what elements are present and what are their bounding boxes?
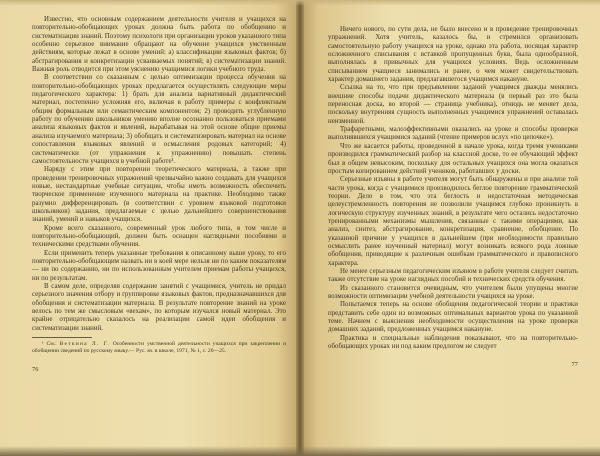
right-page <box>300 0 600 456</box>
footnote-divider <box>32 337 92 338</box>
paragraph: Что же касается работы, проведенной в начале урока, когда тремя учениками производился грамматический разбор на классной доске, то ее обучающий эффект был в общем невысоким, поскольку для остальных учащихся она могла оказаться простым копированием действий учеников, работавших у доски. <box>328 142 578 175</box>
footnote-text: Особенности умственной деятельности учащихся при закреплении и обобщении сведений по русскому языку.— Рус. яз. в школе, 1971, № 1, с. 20—25. <box>32 341 286 354</box>
footnote-author: Веткина Л. Г. <box>59 341 110 348</box>
paragraph: Не менее серьезным педагогическим изъяном в работе учителя следует считать также отсутствие на уроке наглядных пособий и технических средств обучения. <box>328 267 578 284</box>
paragraph: Если применить теперь указанные требования к описанному выше уроку, то его повторительно-обобщающим назвать ни в коей мере нельзя ни по каким показателям — ни по содержанию, ни по использованным учителем приемам работы учащихся, ни по результатам. <box>32 249 286 282</box>
right-page-body <box>328 26 578 351</box>
footnote <box>32 341 286 354</box>
paragraph: Попытаемся теперь на основе обобщения педагогической теории и практики представить себе один из возможных оптимальных вариантов урока по указанной теме. Начнем с выяснения необходимости осуществления на уроке проверки домашних заданий, предложенных учащимся накануне. <box>328 301 578 334</box>
page-number: 77 <box>571 361 578 369</box>
paragraph: В соответствии со сказанным с целью оптимизации процесса обучения на повторительно-обобщающих уроках предлагается осуществлять следующие меры педагогического характера: 1) брать для анализа вариативный дидактический материал, постепенно усложняя его, включая в работу примеры с конфликтным общим формальным или семантическим компонентом; 2) проводить углубленную работу по обучению школьников умению вполне осознанно пользоваться приемами анализа языковых фактов и явлений, вырабатывая на этой основе общие приемы анализа изучаемого материала; 3) обобщать и систематизировать материал на основе сопоставления языковых явлений и осмысления родовых категорий; 4) систематически (от упражнения к упражнению) повышать степень самостоятельности учащихся в учебной работе¹. <box>32 74 286 165</box>
footnote-prefix: См.: <box>46 341 57 348</box>
paragraph: Известно, что основным содержанием деятельности учителя и учащихся на повторительно-обобщающих уроках должна быть работа по обобщению и систематизации знаний. Поэтому психологи при организации уроков указанного типа особенно серьезное внимание обращают на обучение учащихся умственным действиям, которые лежат в основе умений: а) классификации языковых фактов; б) абстрагирования и конкретизации усваиваемых понятий; в) систематизации знаний. Важная роль отводится при этом уяснению учащимися логики учебного труда. <box>32 16 286 74</box>
book-spine <box>296 0 304 456</box>
paragraph: Трафаретными, малоэффективными оказались на уроке и способы проверки выполнявшихся учащимися заданий (чтение примеров вслух «по цепочке»). <box>328 126 578 142</box>
page-number: 76 <box>32 366 39 374</box>
paragraph: Из сказанного становится очевидным, что учителем были упущены многие возможности оптимизации учебной деятельности учащихся на уроке. <box>328 284 578 300</box>
top-edge-shadow <box>0 0 600 6</box>
paragraph: Наряду с этим при повторении теоретического материала, а также при проведении тренировочных упражнений чрезвычайно важно создавать для учащихся новые, нестандартные учебные ситуации, чтобы иметь возможность обеспечить творческое применение изученного материала на практике. Необходимо также разумно дифференцировать (в соответствии с уровнем языковой подготовки школьников) задания, предлагаемые с целью дальнейшего совершенствования знаний, умений и навыков учащихся. <box>32 166 286 224</box>
paragraph: Ссылка на то, что при предъявлении заданий учащимся дважды менялись внешние способы подачи дидактического материала (в первый раз это была переносная доска, во второй — страница учебника), отнюдь не меняет дела, поскольку внутренняя сущность выполненных учащимися упражнений оставалась неизменной. <box>328 84 578 125</box>
footnote-marker: ¹ <box>42 341 44 348</box>
paragraph: Ничего нового, по сути дела, не было внесено и в проведение тренировочных упражнений. Хотя учитель, казалось бы, и стремился организовать самостоятельную работу учащихся на уроке, однако эта работа, носящая характер осложненного списывания с вставкой пропущенных букв, была однообразной, выполнялась в привычных для учащихся условиях. Ведь осложненным списыванием учащиеся занимались и ранее, о чем может свидетельствовать характер домашнего задания, предлагавшегося учащимся накануне. <box>328 26 578 84</box>
paragraph: Серьезные изъяны в работе учителя могут быть обнаружены и при анализе той части урока, когда с учащимися производилось беглое повторение грамматической теории. Дело в том, что эта беглость и недостаточная методическая целеустремленность повторения не позволили учащимся глубоко проникнуть в логическую структуру изученных знаний, в результате чего остались недостаточно тренированными механизмы мышления, связанные с такими операциями, как анализ, синтез, абстрагирование, конкретизация, сравнение, обобщение. По указанной причине у учащихся в дальнейшем (при необходимости правильно осмыслить ранее изученный материал) могут возникать всякого рода ложные обобщения, приводящие к различным ошибкам грамматического и правописного характера. <box>328 176 578 267</box>
bottom-edge-shadow <box>0 446 600 456</box>
paragraph: В самом деле, определяя содержание занятий с учащимися, учитель не придал серьезного значения отбору и группировке языковых фактов, предназначавшихся для обобщения и систематизации материала. В результате повторение знаний на уроке велось по тем же смысловым «вехам», по которым изучался новый материал. Это крайне отрицательно сказалось на реализации самой идеи обобщения и систематизации знаний. <box>32 283 286 332</box>
paragraph: Кроме всего сказанного, современный урок любого типа, в том числе и повторительно-обобщающий, должен быть оснащен наглядными пособиями и техническими средствами обучения. <box>32 224 286 249</box>
left-page-body <box>32 16 286 333</box>
paragraph: Практика и специальные наблюдения показывают, что на повторительно-обобщающих уроках ни под каким предлогом не следует <box>328 334 578 351</box>
